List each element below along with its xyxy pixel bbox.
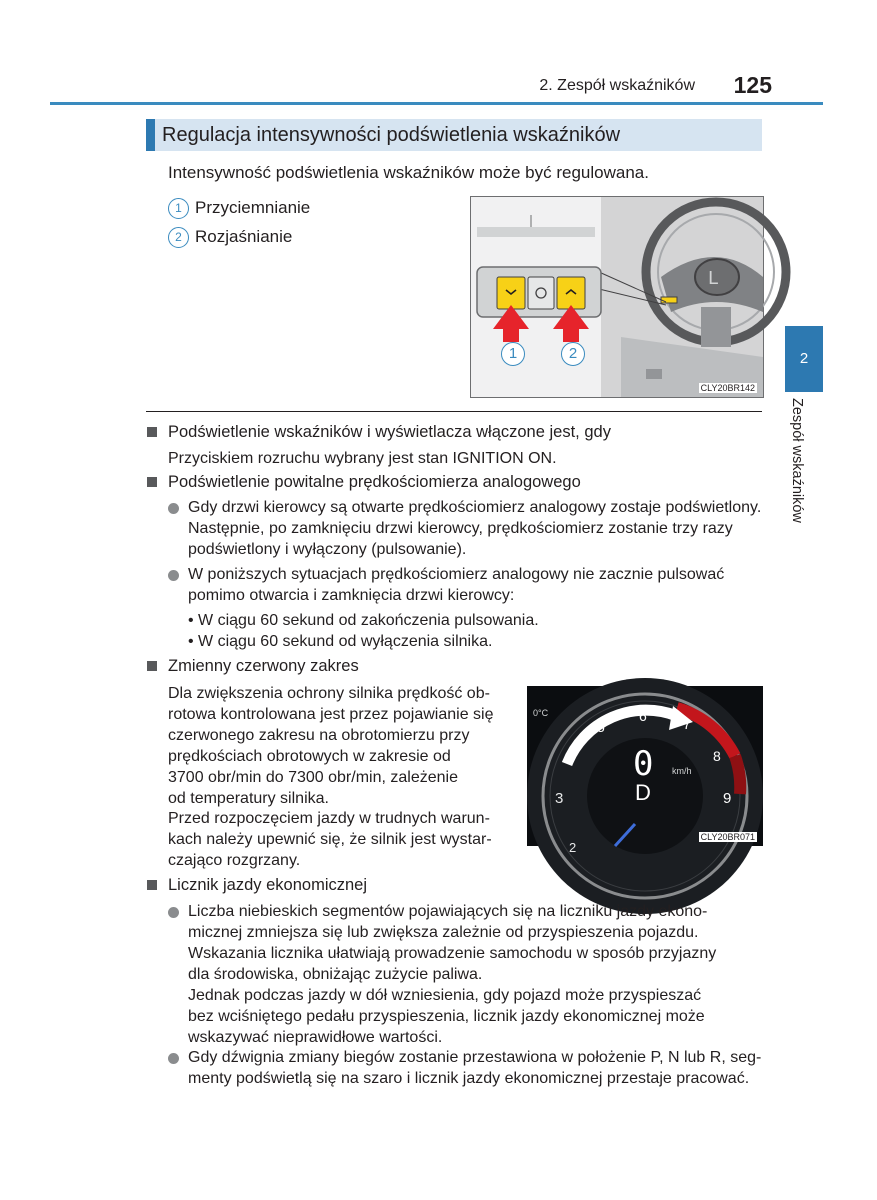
heading-red-zone: Zmienny czerwony zakres [168, 657, 359, 675]
callout-1-label: Przyciemnianie [195, 198, 311, 217]
speed-readout: 0 [633, 744, 654, 784]
text-line: wskazywać nieprawidłowe wartości. [188, 1029, 443, 1046]
section-heading-bar [146, 119, 762, 151]
callout-2-label: Rozjaśnianie [195, 227, 293, 246]
text-line: dla środowiska, obniżając zużycie paliwa. [188, 966, 483, 983]
dial-number-3: 3 [555, 790, 564, 807]
text-line: menty podświetlą się na szaro i licznik jazdy ekonomicznej przestaje pracować. [188, 1070, 750, 1087]
para-warm-up [168, 808, 512, 871]
text-line: od temperatury silnika. [168, 790, 329, 807]
separator-rule [146, 411, 762, 412]
chapter-side-label [775, 398, 815, 558]
page-number: 125 [733, 72, 772, 98]
sub-item-1: • W ciągu 60 sekund od zakończenia pulsowania. [188, 612, 539, 629]
sub-item-2: • W ciągu 60 sekund od wyłączenia silnika. [188, 633, 493, 650]
section-title: Regulacja intensywności podświetlenia wskaźników [162, 124, 621, 146]
text-line: 3700 obr/min do 7300 obr/min, zależenie [168, 769, 458, 786]
dial-number-8: 8 [713, 748, 721, 764]
header-rule [50, 102, 823, 105]
heading-marker [147, 661, 157, 671]
dimmer-illustration [471, 197, 763, 397]
heading-marker [147, 880, 157, 890]
chapter-title: 2. Zespół wskaźników [539, 77, 695, 94]
text-line: rotowa kontrolowana jest przez pojawianie się [168, 706, 494, 723]
text-line: bez wciśniętego pedału przyspieszenia, licznik jazdy ekonomicznej może [188, 1008, 705, 1025]
dial-number-2: 2 [569, 840, 577, 855]
chapter-tab [785, 326, 823, 392]
dial-number-4: 4 [567, 746, 575, 762]
speed-unit: km/h [672, 766, 692, 776]
figure-dimmer-buttons [470, 196, 764, 398]
bullet-welcome-1 [188, 497, 763, 560]
text-line: Następnie, po zamknięciu drzwi kierowcy, prędkościomierz zostanie trzy razy [188, 520, 733, 537]
para-red-zone [168, 683, 512, 809]
sub-item-1-text: W ciągu 60 sekund od zakończenia pulsowania. [198, 612, 539, 629]
gear-indicator: D [635, 780, 651, 805]
bullet-eco-2 [188, 1047, 763, 1089]
text-line: Gdy drzwi kierowcy są otwarte prędkościomierz analogowy zostaje podświetlony. [188, 499, 762, 516]
dial-number-7: 7 [683, 716, 691, 732]
section-intro: Intensywność podświetlenia wskaźników może być regulowana. [168, 163, 649, 182]
text-line: czająco rozgrzany. [168, 852, 301, 869]
dial-number-5: 5 [597, 719, 605, 735]
text-line: W poniższych sytuacjach prędkościomierz analogowy nie zacznie pulsować [188, 566, 725, 583]
text-line: micznej zmniejsza się lub zwiększa zależnie od przyspieszenia pojazdu. [188, 924, 699, 941]
svg-text:L: L [708, 268, 719, 289]
figure-marker-2: 2 [561, 342, 585, 366]
sub-item-2-text: W ciągu 60 sekund od wyłączenia silnika. [198, 633, 493, 650]
text-line: pomimo otwarcia i zamknięcia drzwi kierowcy: [188, 587, 515, 604]
text-ignition-on: Przyciskiem rozruchu wybrany jest stan IGNITION ON. [168, 450, 557, 467]
bullet-dot [168, 570, 179, 581]
text-line: Jednak podczas jazdy w dół wzniesienia, gdy pojazd może przyspieszać [188, 987, 702, 1004]
text-line: kach należy upewnić się, że silnik jest wystar- [168, 831, 492, 848]
figure-1-code: CLY20BR142 [700, 383, 755, 393]
text-line: prędkościach obrotowych w zakresie od [168, 748, 451, 765]
temperature-readout: 0°C [533, 708, 549, 718]
text-line: Liczba niebieskich segmentów pojawiających się na liczniku jazdy ekono- [188, 903, 708, 920]
heading-eco-meter: Licznik jazdy ekonomicznej [168, 876, 368, 894]
dial-number-9: 9 [723, 790, 732, 807]
chapter-side-label-text: Zespół wskaźników [789, 398, 805, 523]
heading-marker [147, 427, 157, 437]
bullet-dot [168, 907, 179, 918]
bullet-dot [168, 1053, 179, 1064]
dial-number-6: 6 [639, 708, 647, 724]
figure-marker-1: 1 [501, 342, 525, 366]
heading-marker [147, 477, 157, 487]
bullet-welcome-2 [188, 564, 763, 606]
text-line: Gdy dźwignia zmiany biegów zostanie przestawiona w położenie P, N lub R, seg- [188, 1049, 762, 1066]
callout-2 [168, 227, 292, 248]
text-line: Dla zwiększenia ochrony silnika prędkość ob- [168, 685, 490, 702]
callout-1 [168, 198, 310, 219]
figure-2-code: CLY20BR071 [700, 832, 755, 842]
callout-1-number: 1 [168, 198, 189, 219]
heading-illumination-on: Podświetlenie wskaźników i wyświetlacza włączone jest, gdy [168, 423, 611, 441]
bullet-eco-1 [188, 901, 763, 1048]
figure-tachometer [527, 686, 763, 855]
text-line: Wskazania licznika ułatwiają prowadzenie samochodu w sposób przyjazny [188, 945, 717, 962]
bullet-dot [168, 503, 179, 514]
heading-welcome-illumination: Podświetlenie powitalne prędkościomierza analogowego [168, 473, 581, 491]
chapter-tab-number: 2 [799, 350, 809, 367]
text-line: podświetlony i wyłączony (pulsowanie). [188, 541, 467, 558]
section-heading-accent [146, 119, 155, 151]
text-line: Przed rozpoczęciem jazdy w trudnych warun- [168, 810, 490, 827]
text-line: czerwonego zakresu na obrotomierzu przy [168, 727, 470, 744]
callout-2-number: 2 [168, 227, 189, 248]
